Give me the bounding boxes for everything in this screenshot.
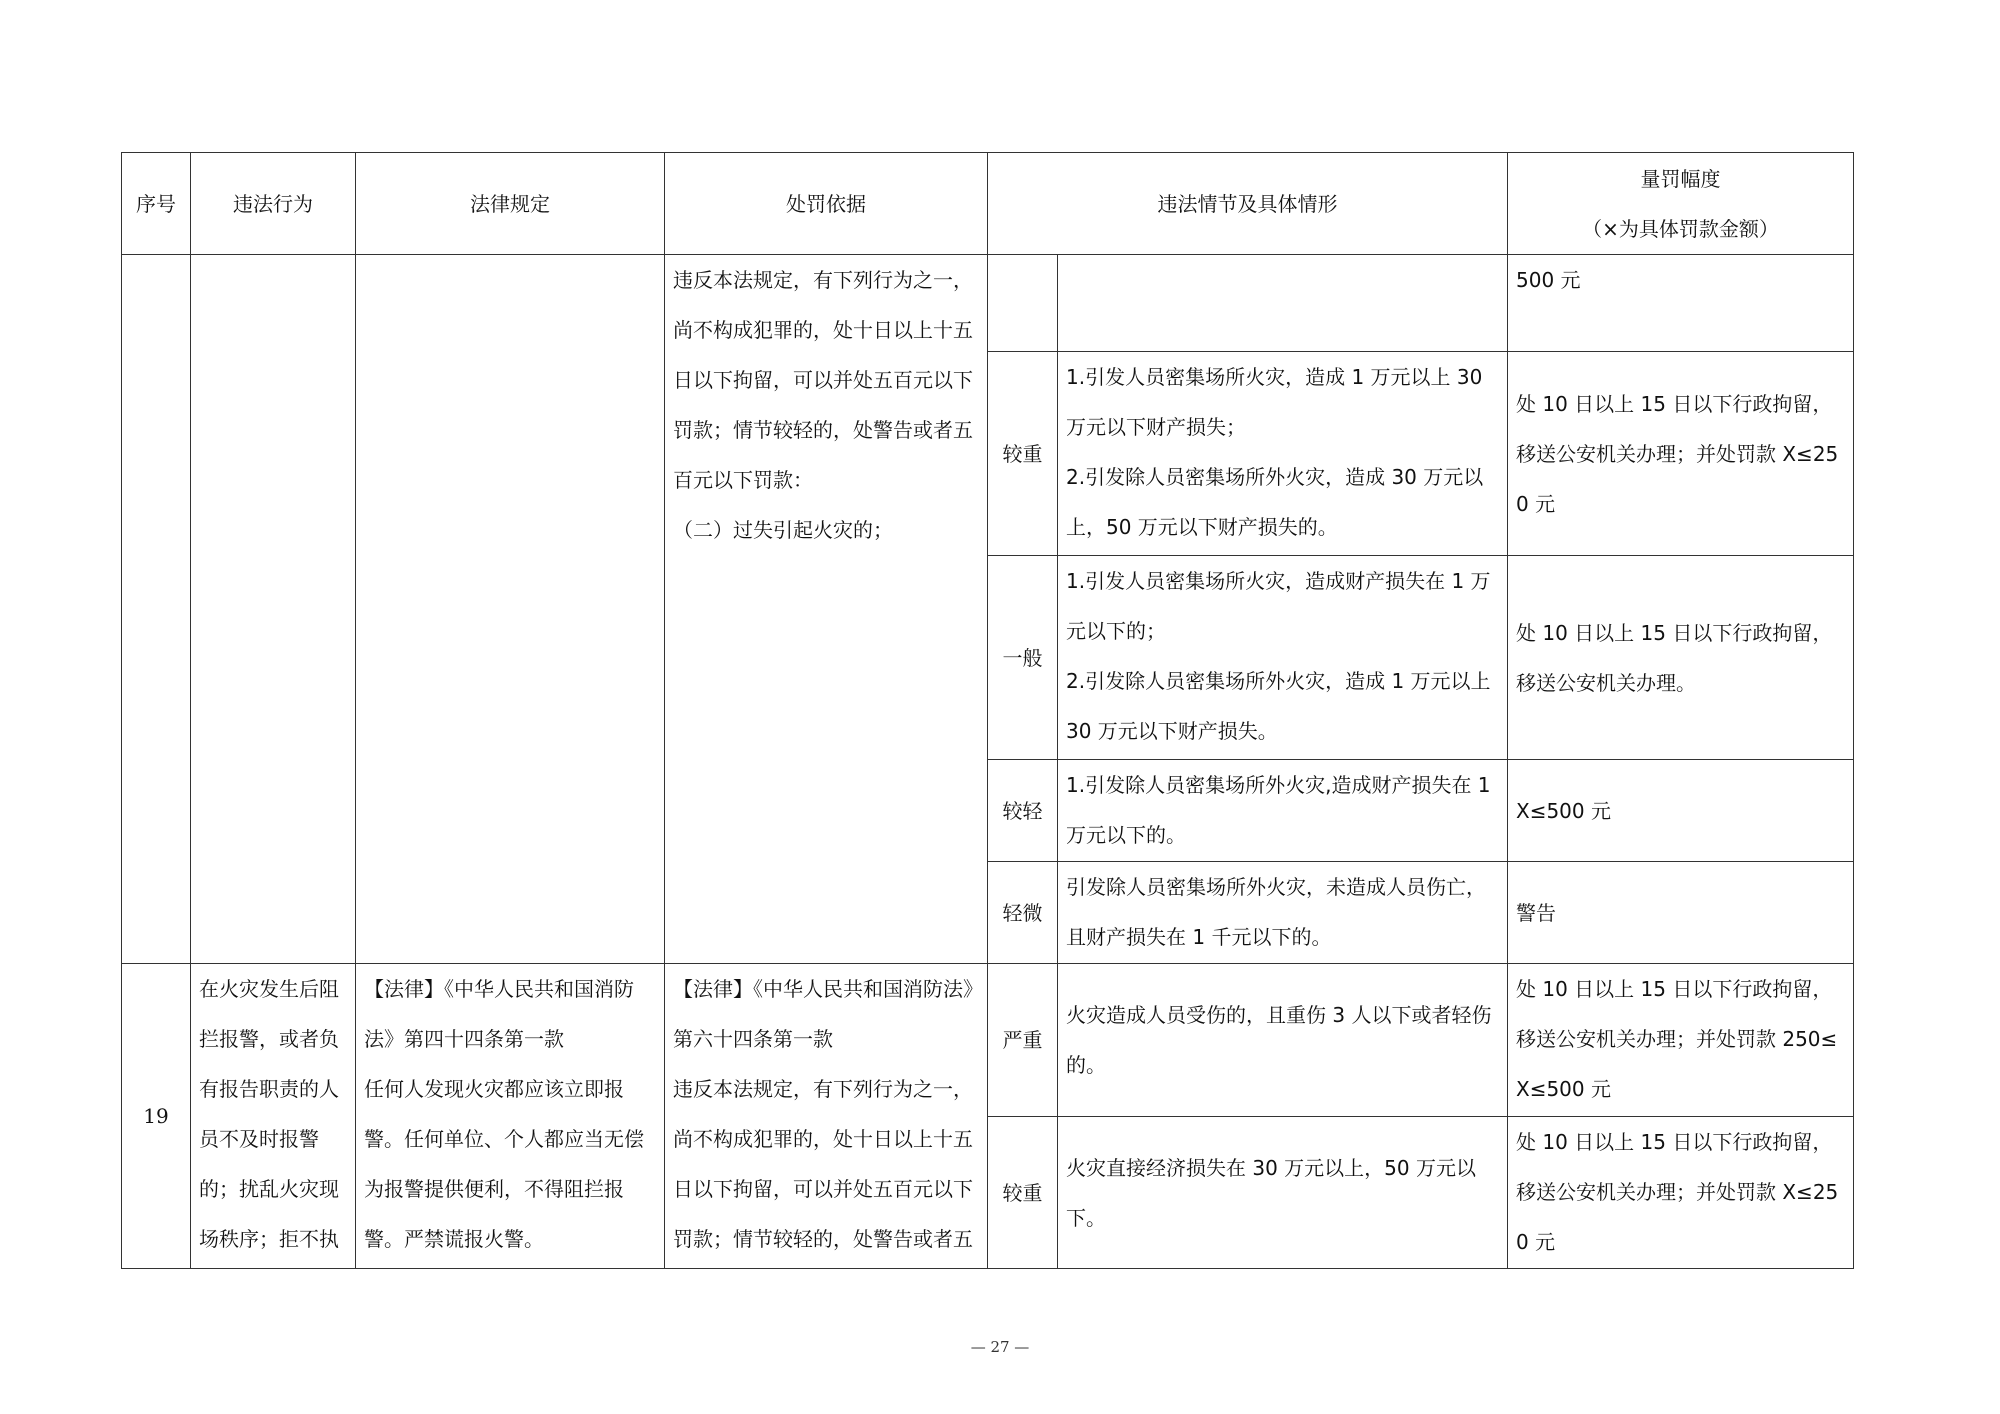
penalty-table [121, 152, 1854, 1269]
g2-law-cell: 【法律】《中华人民共和国消防法》第四十四条第一款 任何人发现火灾都应该立即报警。任何单位、个人都应当无偿为报警提供便利，不得阻拦报警。严禁谎报火警。 [356, 964, 665, 1269]
header-range-title: 量罚幅度 [1640, 166, 1721, 191]
g1-penalty: 处 10 日以上 15 日以下行政拘留，移送公安机关办理。 [1508, 556, 1854, 760]
g1-penalty: 警告 [1508, 862, 1854, 964]
g1-detail: 1.引发人员密集场所火灾，造成财产损失在 1 万元以下的； 2.引发除人员密集场所外火灾，造成 1 万元以上 30 万元以下财产损失。 [1058, 556, 1508, 760]
g1-level [988, 255, 1058, 352]
g1-penalty: 500 元 [1508, 255, 1854, 352]
g1-level: 较轻 [988, 760, 1058, 862]
page-number: — 27 — [970, 1338, 1030, 1356]
header-range [1508, 153, 1854, 255]
table-header-row [122, 153, 1854, 255]
g2-level: 严重 [988, 964, 1058, 1117]
header-law: 法律规定 [356, 153, 665, 255]
header-behavior: 违法行为 [191, 153, 356, 255]
g1-penalty: X≤500 元 [1508, 760, 1854, 862]
g1-detail: 引发除人员密集场所外火灾，未造成人员伤亡，且财产损失在 1 千元以下的。 [1058, 862, 1508, 964]
g2-behavior-cell: 在火灾发生后阻拦报警，或者负有报告职责的人员不及时报警的；扰乱火灾现场秩序；拒不执 [191, 964, 356, 1269]
g2-detail: 火灾造成人员受伤的，且重伤 3 人以下或者轻伤的。 [1058, 964, 1508, 1117]
g1-detail [1058, 255, 1508, 352]
g1-detail: 1.引发人员密集场所火灾，造成 1 万元以上 30 万元以下财产损失； 2.引发除人员密集场所外火灾，造成 30 万元以上，50 万元以下财产损失的。 [1058, 352, 1508, 556]
g1-penalty: 处 10 日以上 15 日以下行政拘留，移送公安机关办理；并处罚款 X≤250 元 [1508, 352, 1854, 556]
g1-level: 轻微 [988, 862, 1058, 964]
table-row [122, 255, 1854, 352]
header-basis: 处罚依据 [665, 153, 988, 255]
g2-basis-cell: 【法律】《中华人民共和国消防法》第六十四条第一款 违反本法规定，有下列行为之一，尚不构成犯罪的，处十日以上十五日以下拘留，可以并处五百元以下罚款；情节较轻的，处警告或者五 [665, 964, 988, 1269]
header-circumstance: 违法情节及具体情形 [988, 153, 1508, 255]
g1-behavior-cell [191, 255, 356, 964]
table-row [122, 964, 1854, 1117]
g1-basis-cell: 违反本法规定，有下列行为之一，尚不构成犯罪的，处十日以上十五日以下拘留，可以并处五百元以下罚款；情节较轻的，处警告或者五百元以下罚款： （二）过失引起火灾的； [665, 255, 988, 964]
g1-level: 一般 [988, 556, 1058, 760]
g2-seq-cell: 19 [122, 964, 191, 1269]
g1-level: 较重 [988, 352, 1058, 556]
g2-level: 较重 [988, 1117, 1058, 1269]
g2-penalty: 处 10 日以上 15 日以下行政拘留，移送公安机关办理；并处罚款 250≤X≤500 元 [1508, 964, 1854, 1117]
header-seq: 序号 [122, 153, 191, 255]
g1-seq-cell [122, 255, 191, 964]
header-range-note: （×为具体罚款金额） [1582, 216, 1779, 241]
g1-detail: 1.引发除人员密集场所外火灾,造成财产损失在 1 万元以下的。 [1058, 760, 1508, 862]
g2-penalty: 处 10 日以上 15 日以下行政拘留，移送公安机关办理；并处罚款 X≤250 元 [1508, 1117, 1854, 1269]
g1-law-cell [356, 255, 665, 964]
g2-detail: 火灾直接经济损失在 30 万元以上，50 万元以下。 [1058, 1117, 1508, 1269]
